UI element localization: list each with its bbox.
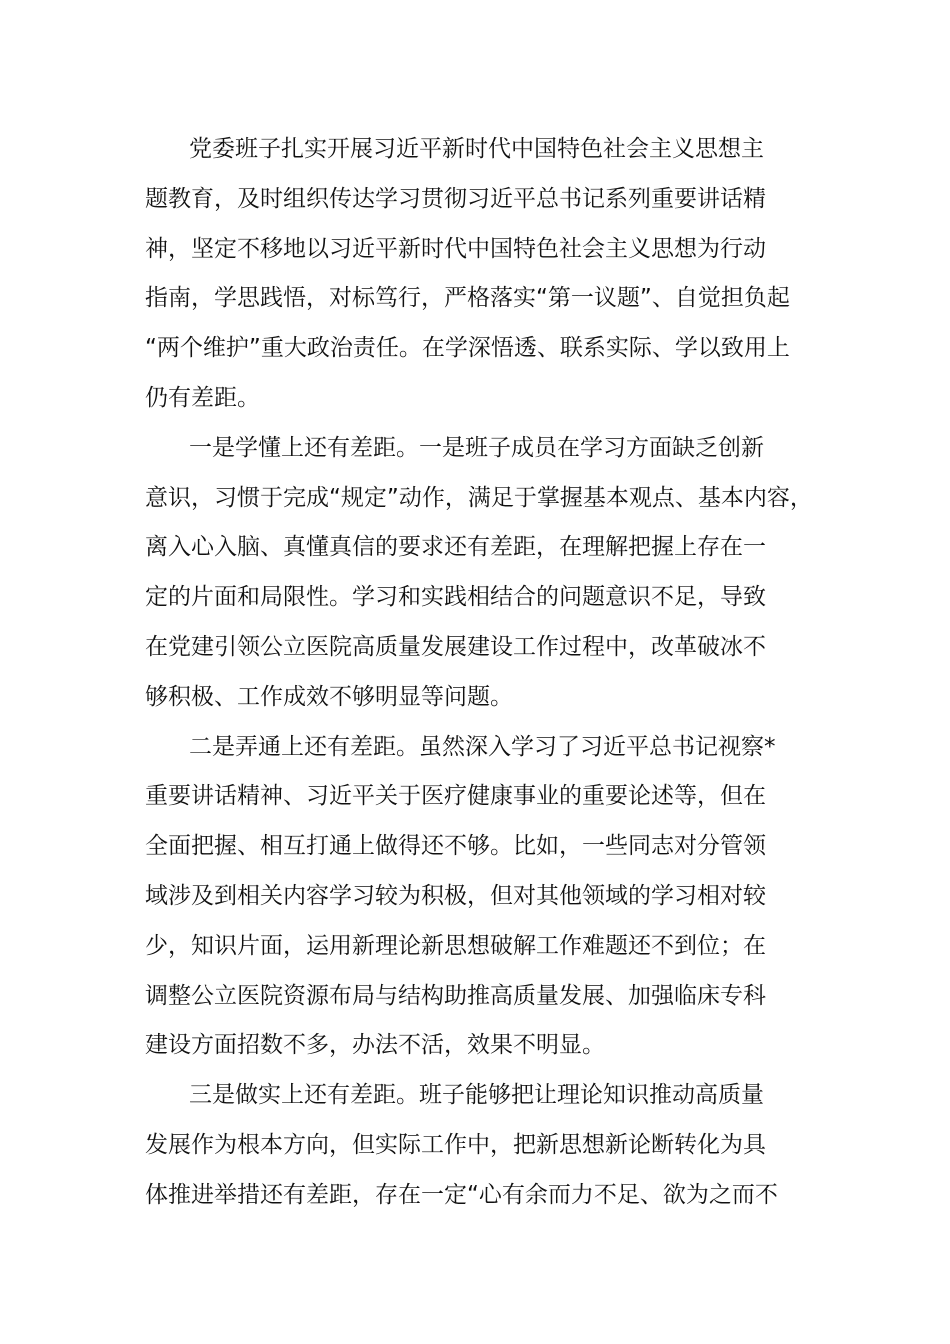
text-line: 体推进举措还有差距，存在一定“心有余而力不足、欲为之而不: [145, 1181, 778, 1208]
text-line: 够积极、工作成效不够明显等问题。: [145, 683, 513, 710]
text-line: 党委班子扎实开展习近平新时代中国特色社会主义思想主: [189, 136, 764, 162]
paragraph-point-two: [145, 723, 825, 1072]
text-line: 离入心入脑、真懂真信的要求还有差距，在理解把握上存在一: [145, 534, 766, 561]
text-line: 调整公立医院资源布局与结构助推高质量发展、加强临床专科: [145, 982, 766, 1009]
text-line: 意识，习惯于完成“规定”动作，满足于掌握基本观点、基本内容，: [145, 484, 813, 511]
text-line: 三是做实上还有差距。班子能够把让理论知识推动高质量: [189, 1082, 764, 1109]
text-line: 域涉及到相关内容学习较为积极，但对其他领域的学习相对较: [145, 882, 766, 909]
text-line: 仍有差距。: [145, 384, 260, 411]
text-line: 题教育，及时组织传达学习贯彻习近平总书记系列重要讲话精: [145, 185, 766, 212]
text-line: “两个维护”重大政治责任。在学深悟透、联系实际、学以致用上: [145, 335, 790, 362]
text-line: 二是弄通上还有差距。虽然深入学习了习近平总书记视察*: [189, 733, 776, 760]
paragraph-point-one: [145, 424, 825, 723]
paragraph-intro: [145, 125, 825, 424]
text-line: 一是学懂上还有差距。一是班子成员在学习方面缺乏创新: [189, 434, 764, 461]
text-line: 在党建引领公立医院高质量发展建设工作过程中，改革破冰不: [145, 633, 766, 660]
text-line: 重要讲话精神、习近平关于医疗健康事业的重要论述等，但在: [145, 783, 766, 810]
text-line: 少，知识片面，运用新理论新思想破解工作难题还不到位；在: [145, 932, 766, 959]
text-line: 全面把握、相互打通上做得还不够。比如，一些同志对分管领: [145, 833, 766, 860]
text-line: 建设方面招数不多，办法不活，效果不明显。: [145, 1032, 605, 1059]
document-body: [145, 125, 825, 1221]
text-line: 发展作为根本方向，但实际工作中，把新思想新论断转化为具: [145, 1131, 766, 1158]
paragraph-point-three: [145, 1071, 825, 1220]
text-line: 定的片面和局限性。学习和实践相结合的问题意识不足，导致: [145, 584, 766, 611]
text-line: 神，坚定不移地以习近平新时代中国特色社会主义思想为行动: [145, 235, 766, 262]
text-line: 指南，学思践悟，对标笃行，严格落实“第一议题”、自觉担负起: [145, 285, 790, 312]
